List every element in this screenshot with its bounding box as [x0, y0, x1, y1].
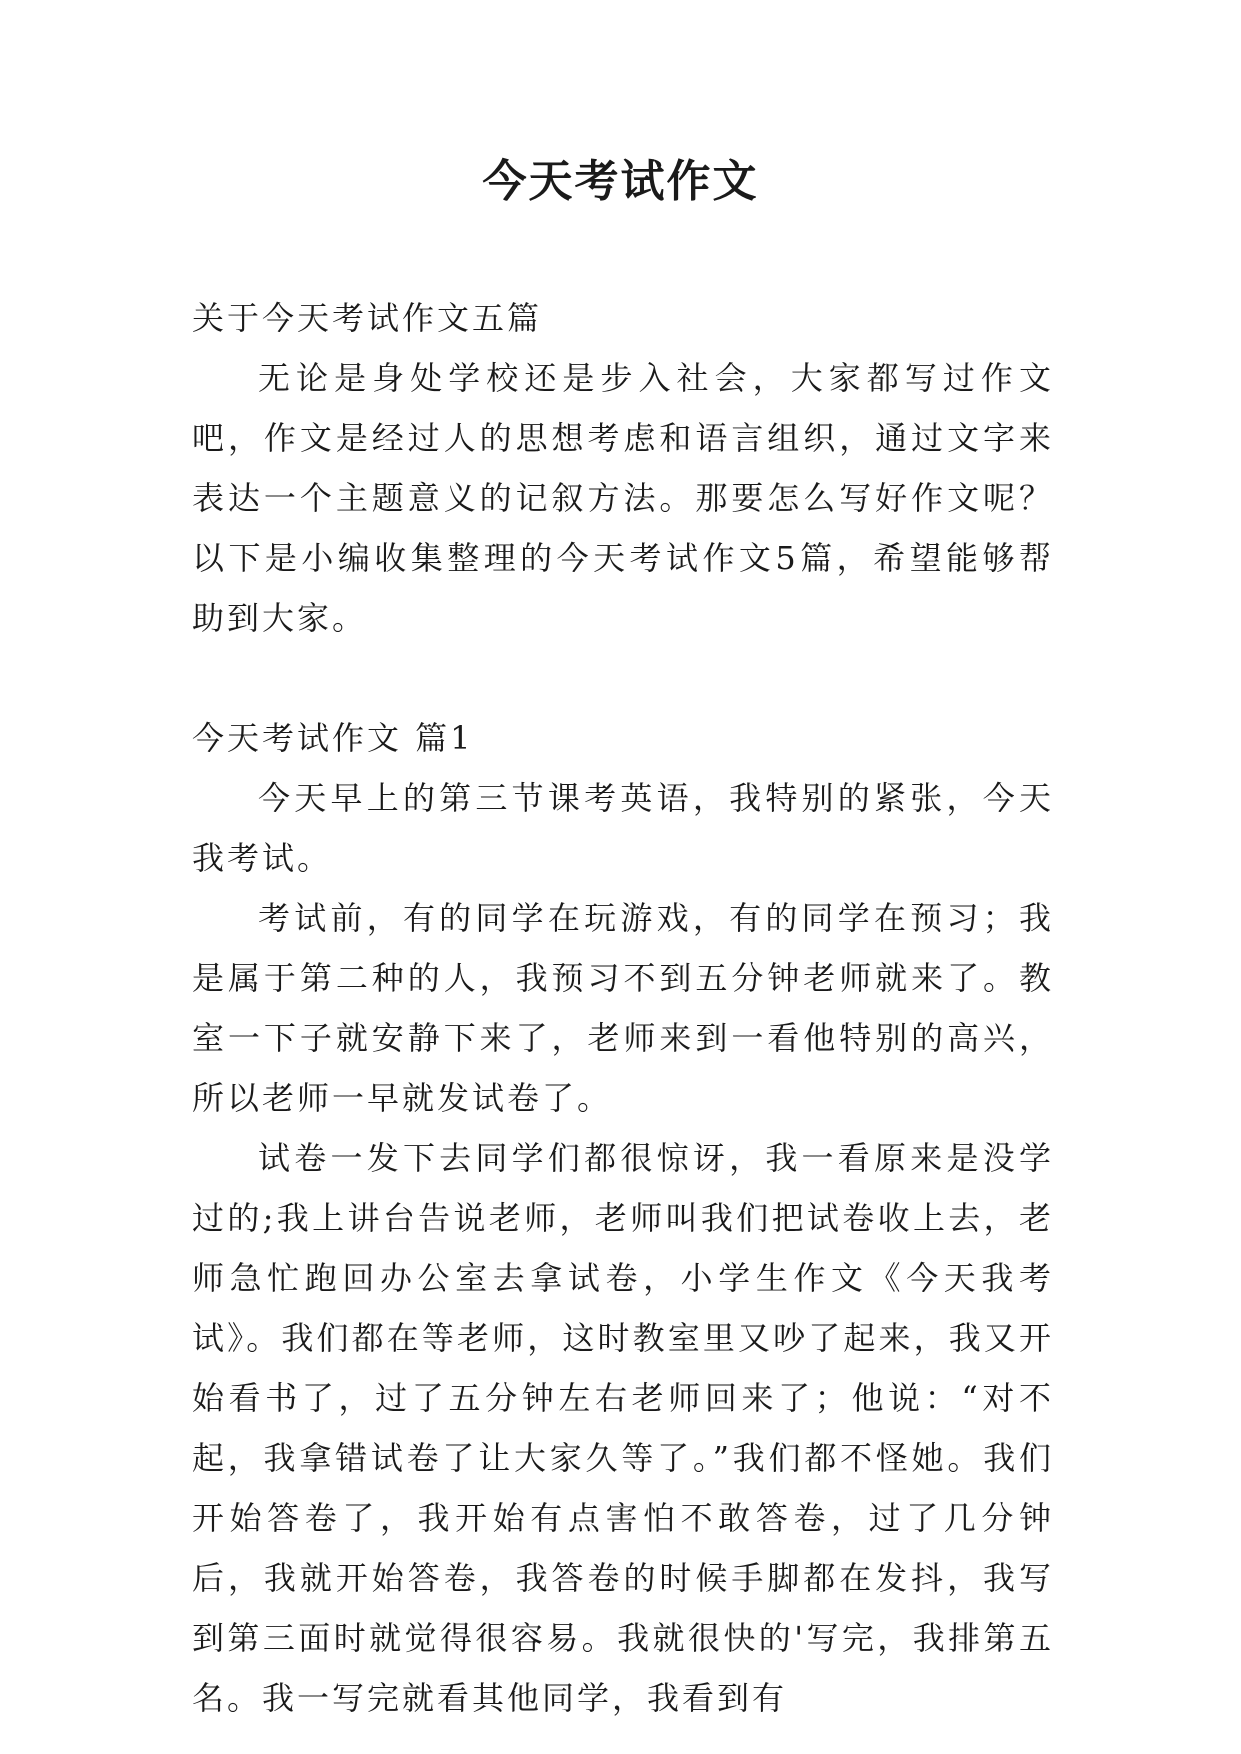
body-paragraph-1: 今天早上的第三节课考英语，我特别的紧张，今天我考试。	[192, 779, 1054, 877]
body-paragraph-3: 试卷一发下去同学们都很惊讶，我一看原来是没学过的;我上讲台告说老师，老师叫我们把试卷收上去，老师急忙跑回办公室去拿试卷，小学生作文《今天我考试》。我们都在等老师，这时教室里又吵了起来，我又开始看书了，过了五分钟左右老师回来了；他说：“对不起，我拿错试卷了让大家久等了。”我们都不怪她。我们开始答卷了，我开始有点害怕不敢答卷，过了几分钟后，我就开始答卷，我答卷的时候手脚都在发抖，我写到第三面时就觉得很容易。我就很快的'写完，我排第五名。我一写完就看其他同学，我看到有	[192, 1139, 1054, 1717]
document-title: 今天考试作文	[482, 156, 759, 207]
intro-paragraph: 无论是身处学校还是步入社会，大家都写过作文吧，作文是经过人的思想考虑和语言组织，通过文字来表达一个主题意义的记叙方法。那要怎么写好作文呢？以下是小编收集整理的今天考试作文5篇，希望能够帮助到大家。	[192, 359, 1054, 637]
document-subtitle: 关于今天考试作文五篇	[192, 299, 543, 337]
body-paragraph-2: 考试前，有的同学在玩游戏，有的同学在预习；我是属于第二种的人，我预习不到五分钟老师就来了。教室一下子就安静下来了，老师来到一看他特别的高兴，所以老师一早就发试卷了。	[192, 899, 1054, 1117]
section-spacer	[192, 648, 1054, 708]
section-heading: 今天考试作文 篇1	[192, 719, 474, 757]
document-body	[192, 288, 1054, 1728]
